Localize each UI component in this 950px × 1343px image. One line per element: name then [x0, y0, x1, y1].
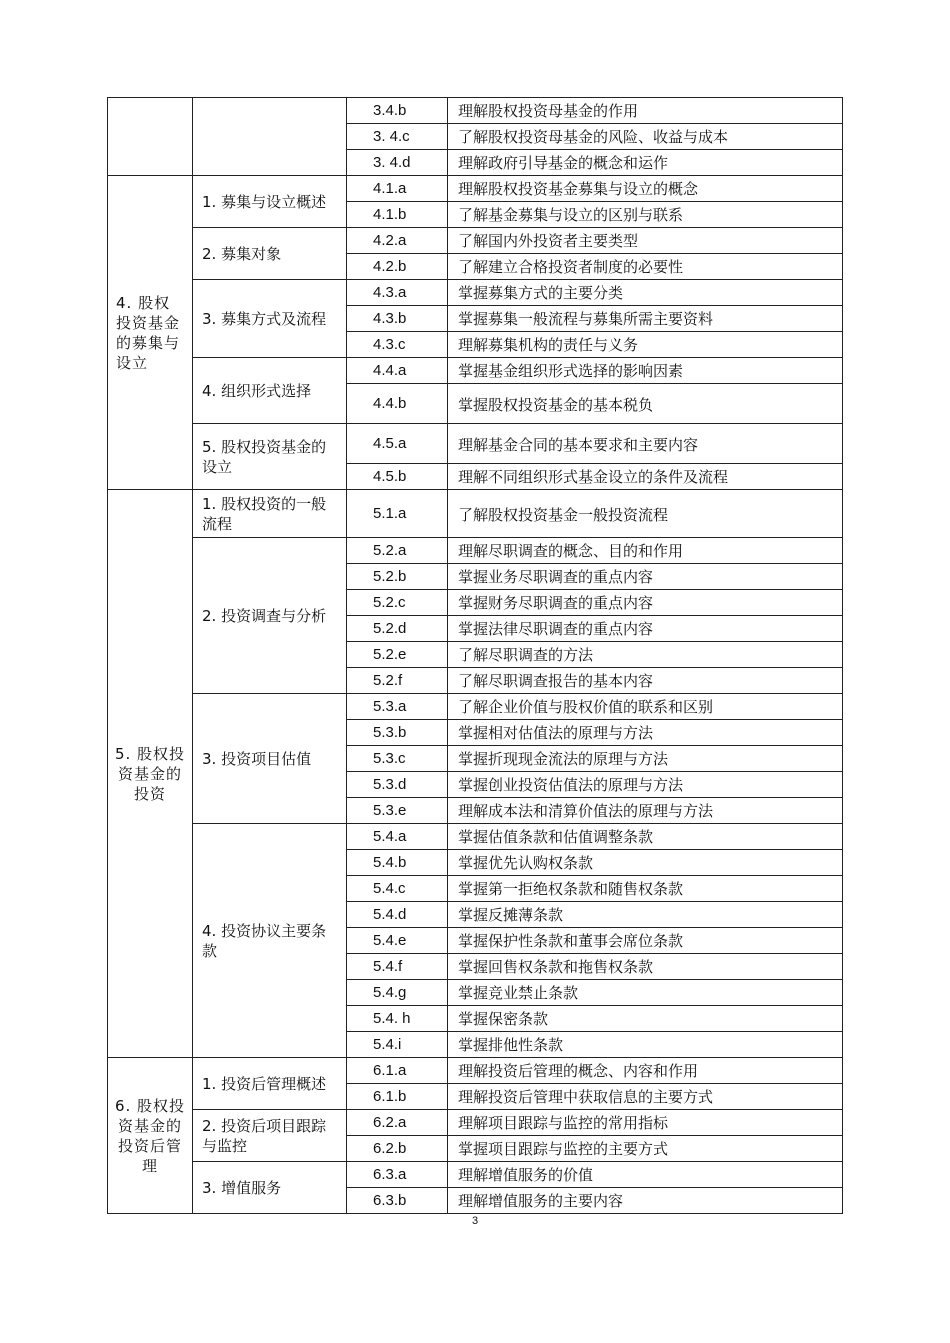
item-text: 掌握折现现金流法的原理与方法: [448, 746, 843, 772]
item-code: 6.1.b: [347, 1084, 448, 1110]
item-code: 4.1.b: [347, 202, 448, 228]
item-text: 理解不同组织形式基金设立的条件及流程: [448, 464, 843, 490]
section-title: 2. 募集对象: [193, 228, 347, 280]
item-text: 掌握估值条款和估值调整条款: [448, 824, 843, 850]
item-text: 了解尽职调查报告的基本内容: [448, 668, 843, 694]
item-code: 5.4.d: [347, 902, 448, 928]
item-text: 理解基金合同的基本要求和主要内容: [448, 424, 843, 464]
item-text: 理解股权投资基金募集与设立的概念: [448, 176, 843, 202]
item-text: 了解建立合格投资者制度的必要性: [448, 254, 843, 280]
item-text: 理解股权投资母基金的作用: [448, 98, 843, 124]
item-code: 4.2.a: [347, 228, 448, 254]
item-text: 掌握项目跟踪与监控的主要方式: [448, 1136, 843, 1162]
item-code: 6.2.b: [347, 1136, 448, 1162]
item-text: 掌握相对估值法的原理与方法: [448, 720, 843, 746]
item-code: 3. 4.d: [347, 150, 448, 176]
item-text: 掌握股权投资基金的基本税负: [448, 384, 843, 424]
item-text: 理解增值服务的价值: [448, 1162, 843, 1188]
table-row: [108, 538, 843, 564]
chapter-title: 6. 股权投资基金的投资后管理: [108, 1058, 193, 1214]
item-text: 理解尽职调查的概念、目的和作用: [448, 538, 843, 564]
item-code: 5.4. h: [347, 1006, 448, 1032]
table-row: [108, 1110, 843, 1136]
section-title: 2. 投资调查与分析: [193, 538, 347, 694]
item-text: 了解国内外投资者主要类型: [448, 228, 843, 254]
item-text: 掌握优先认购权条款: [448, 850, 843, 876]
item-code: 6.3.b: [347, 1188, 448, 1214]
section-title: 1. 投资后管理概述: [193, 1058, 347, 1110]
section-title: 4. 投资协议主要条款: [193, 824, 347, 1058]
item-text: 掌握募集方式的主要分类: [448, 280, 843, 306]
item-text: 理解增值服务的主要内容: [448, 1188, 843, 1214]
item-text: 了解企业价值与股权价值的联系和区别: [448, 694, 843, 720]
table-row: [108, 280, 843, 306]
item-code: 4.4.a: [347, 358, 448, 384]
item-code: 5.3.a: [347, 694, 448, 720]
table-row: [108, 358, 843, 384]
item-code: 5.4.a: [347, 824, 448, 850]
item-text: 理解募集机构的责任与义务: [448, 332, 843, 358]
chapter-title: 4. 股权投资基金的募集与设立: [108, 176, 193, 490]
chapter-title: 5. 股权投资基金的投资: [108, 490, 193, 1058]
item-code: 4.1.a: [347, 176, 448, 202]
item-code: 6.3.a: [347, 1162, 448, 1188]
item-code: 5.4.g: [347, 980, 448, 1006]
item-code: 6.2.a: [347, 1110, 448, 1136]
section-cell-empty: [193, 98, 347, 176]
item-text: 掌握保护性条款和董事会席位条款: [448, 928, 843, 954]
item-code: 4.3.a: [347, 280, 448, 306]
item-code: 5.2.e: [347, 642, 448, 668]
section-title: 1. 股权投资的一般流程: [193, 490, 347, 538]
item-text: 掌握竞业禁止条款: [448, 980, 843, 1006]
item-text: 理解成本法和清算价值法的原理与方法: [448, 798, 843, 824]
item-code: 5.2.b: [347, 564, 448, 590]
item-code: 5.3.b: [347, 720, 448, 746]
table-row: [108, 98, 843, 124]
table-row: [108, 1162, 843, 1188]
item-text: 了解尽职调查的方法: [448, 642, 843, 668]
item-text: 掌握创业投资估值法的原理与方法: [448, 772, 843, 798]
item-text: 掌握财务尽职调查的重点内容: [448, 590, 843, 616]
item-code: 5.3.d: [347, 772, 448, 798]
item-text: 掌握基金组织形式选择的影响因素: [448, 358, 843, 384]
syllabus-table: [107, 97, 843, 1214]
item-code: 5.4.i: [347, 1032, 448, 1058]
item-code: 3. 4.c: [347, 124, 448, 150]
item-text: 了解股权投资母基金的风险、收益与成本: [448, 124, 843, 150]
table-row: [108, 1058, 843, 1084]
table-row: [108, 824, 843, 850]
item-code: 5.2.f: [347, 668, 448, 694]
item-code: 4.5.b: [347, 464, 448, 490]
item-code: 5.4.b: [347, 850, 448, 876]
table-row: [108, 228, 843, 254]
item-text: 掌握排他性条款: [448, 1032, 843, 1058]
item-code: 3.4.b: [347, 98, 448, 124]
item-code: 4.5.a: [347, 424, 448, 464]
item-text: 理解项目跟踪与监控的常用指标: [448, 1110, 843, 1136]
item-code: 4.3.c: [347, 332, 448, 358]
page-number: 3: [471, 1215, 479, 1227]
section-title: 2. 投资后项目跟踪与监控: [193, 1110, 347, 1162]
item-code: 4.4.b: [347, 384, 448, 424]
item-text: 理解政府引导基金的概念和运作: [448, 150, 843, 176]
item-code: 5.4.e: [347, 928, 448, 954]
item-code: 5.3.e: [347, 798, 448, 824]
item-code: 5.1.a: [347, 490, 448, 538]
item-code: 5.2.c: [347, 590, 448, 616]
table-row: [108, 490, 843, 538]
item-code: 5.2.d: [347, 616, 448, 642]
item-text: 掌握保密条款: [448, 1006, 843, 1032]
item-code: 4.2.b: [347, 254, 448, 280]
item-text: 理解投资后管理中获取信息的主要方式: [448, 1084, 843, 1110]
section-title: 3. 增值服务: [193, 1162, 347, 1214]
item-code: 6.1.a: [347, 1058, 448, 1084]
item-code: 5.2.a: [347, 538, 448, 564]
item-code: 5.4.f: [347, 954, 448, 980]
item-text: 理解投资后管理的概念、内容和作用: [448, 1058, 843, 1084]
section-title: 3. 投资项目估值: [193, 694, 347, 824]
table-row: [108, 176, 843, 202]
item-text: 掌握募集一般流程与募集所需主要资料: [448, 306, 843, 332]
item-text: 掌握第一拒绝权条款和随售权条款: [448, 876, 843, 902]
item-text: 了解股权投资基金一般投资流程: [448, 490, 843, 538]
item-text: 掌握法律尽职调查的重点内容: [448, 616, 843, 642]
item-code: 4.3.b: [347, 306, 448, 332]
table-row: [108, 694, 843, 720]
item-text: 掌握反摊薄条款: [448, 902, 843, 928]
table-row: [108, 424, 843, 464]
item-code: 5.4.c: [347, 876, 448, 902]
item-text: 掌握回售权条款和拖售权条款: [448, 954, 843, 980]
section-title: 5. 股权投资基金的设立: [193, 424, 347, 490]
section-title: 3. 募集方式及流程: [193, 280, 347, 358]
item-text: 了解基金募集与设立的区别与联系: [448, 202, 843, 228]
section-title: 1. 募集与设立概述: [193, 176, 347, 228]
chapter-cell-empty: [108, 98, 193, 176]
section-title: 4. 组织形式选择: [193, 358, 347, 424]
item-text: 掌握业务尽职调查的重点内容: [448, 564, 843, 590]
item-code: 5.3.c: [347, 746, 448, 772]
